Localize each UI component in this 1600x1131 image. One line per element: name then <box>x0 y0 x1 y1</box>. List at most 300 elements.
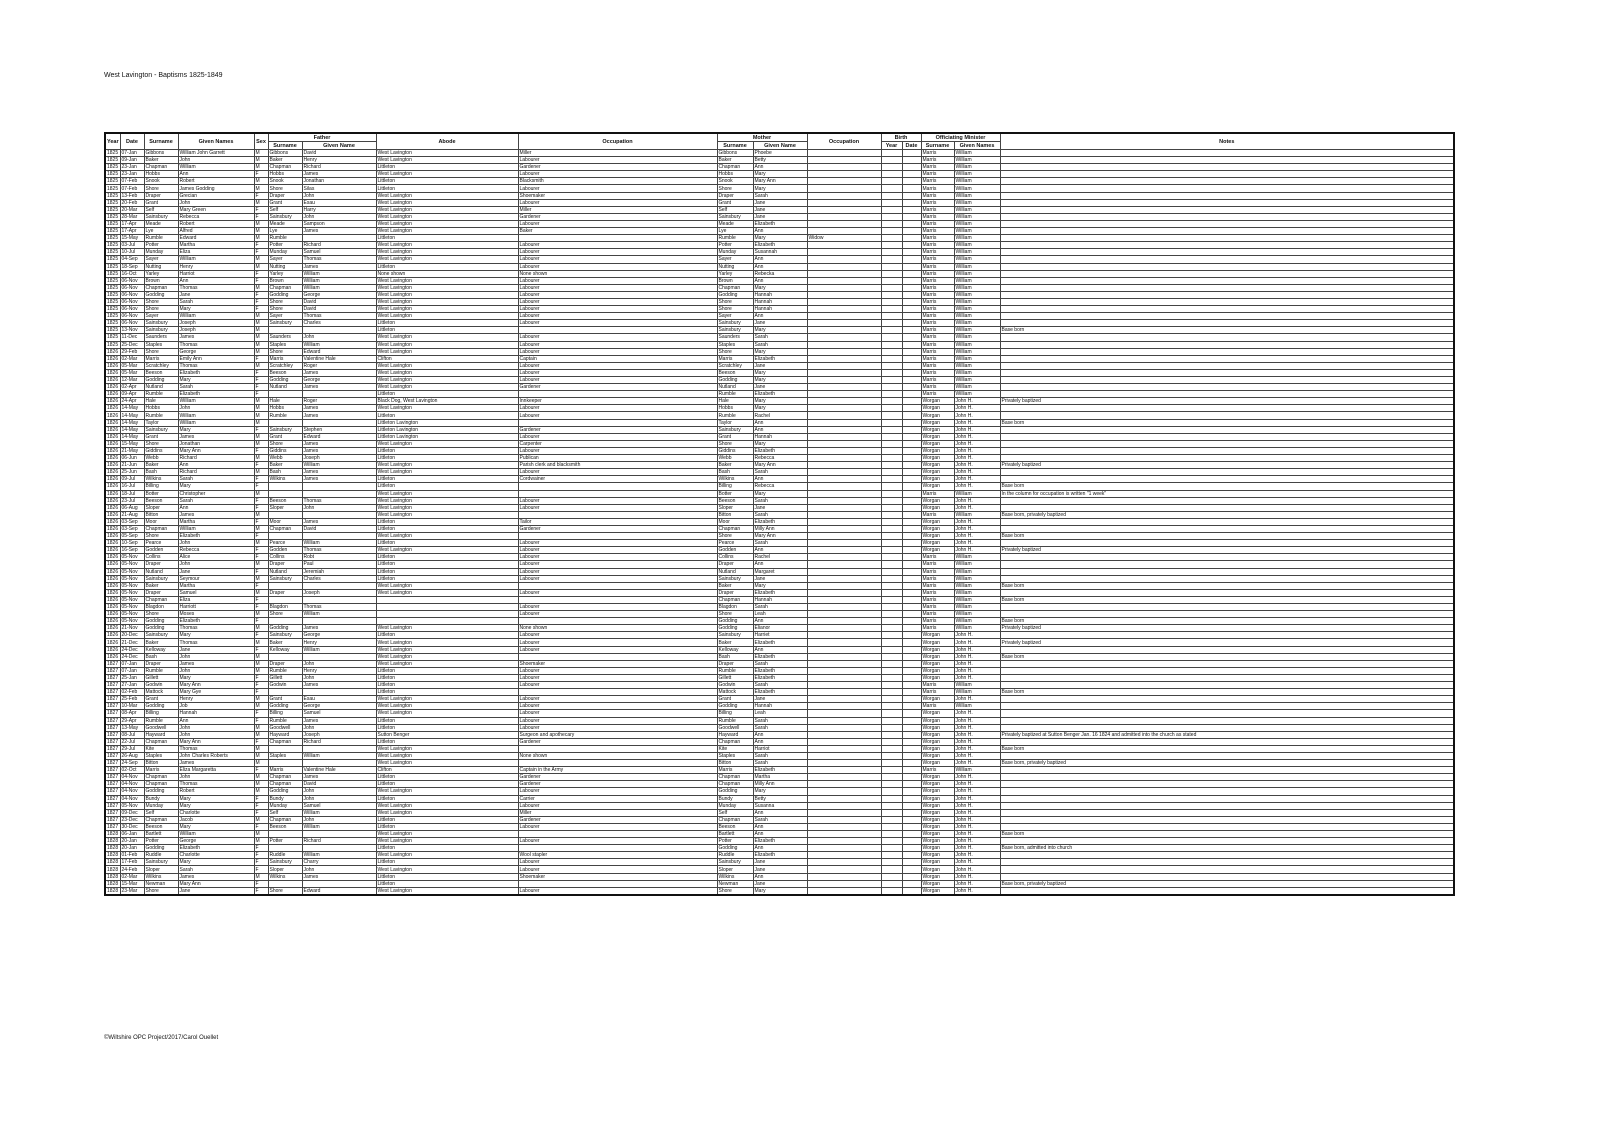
cell-father-given <box>302 483 376 490</box>
cell-given-names: Mary <box>178 306 254 313</box>
cell-year: 1825 <box>107 263 119 270</box>
cell-mother-given: Susanna <box>753 802 807 809</box>
cell-notes <box>1000 887 1454 895</box>
cell-occupation: Labourer <box>518 284 717 291</box>
cell-surname: Chapman <box>144 596 178 603</box>
cell-year: 1825 <box>107 164 119 171</box>
cell-sex: F <box>254 809 268 816</box>
table-row <box>105 788 1454 795</box>
cell-surname: Giddins <box>144 447 178 454</box>
cell-mother-given: Sarah <box>753 752 807 759</box>
cell-birth-date <box>902 646 921 653</box>
cell-mother-given: Mary <box>753 788 807 795</box>
cell-year: 1828 <box>107 838 119 845</box>
cell-sex: F <box>254 270 268 277</box>
cell-birth-date <box>902 767 921 774</box>
cell-birth-year <box>881 384 902 391</box>
cell-occupation <box>518 582 717 589</box>
cell-given-names: Mary Ann <box>178 738 254 745</box>
cell-mother-surname: Beeson <box>717 823 753 830</box>
cell-given-names: Elizabeth <box>178 845 254 852</box>
cell-mother-occupation <box>807 618 881 625</box>
cell-mother-surname: Bitton <box>717 760 753 767</box>
cell-sex: M <box>254 334 268 341</box>
cell-minister-surname: Worgan <box>921 632 954 639</box>
cell-minister-surname: Worgan <box>921 873 954 880</box>
table-row <box>105 242 1454 249</box>
cell-father-given: James <box>302 412 376 419</box>
cell-notes <box>1000 306 1454 313</box>
cell-year: 1827 <box>107 745 119 752</box>
cell-mother-occupation <box>807 242 881 249</box>
cell-date: 13-May <box>120 724 144 731</box>
cell-father-given: Richard <box>302 738 376 745</box>
cell-date: 25-Jan <box>120 674 144 681</box>
cell-sex: F <box>254 646 268 653</box>
table-row <box>105 213 1454 220</box>
cell-mother-given: Ann <box>753 547 807 554</box>
cell-year: 1826 <box>107 582 119 589</box>
cell-occupation: Labourer <box>518 724 717 731</box>
cell-birth-year <box>881 547 902 554</box>
cell-minister-surname: Marris <box>921 192 954 199</box>
cell-birth-date <box>902 838 921 845</box>
cell-minister-surname: Worgan <box>921 717 954 724</box>
cell-birth-date <box>902 802 921 809</box>
cell-abode: Littleton <box>376 738 518 745</box>
cell-father-surname: Lye <box>268 228 302 235</box>
cell-father-given: Esau <box>302 696 376 703</box>
table-row <box>105 887 1454 895</box>
cell-notes <box>1000 703 1454 710</box>
cell-occupation: Labourer <box>518 703 717 710</box>
cell-year: 1825 <box>107 327 119 334</box>
cell-surname: Beeson <box>144 369 178 376</box>
cell-minister-surname: Marris <box>921 490 954 497</box>
cell-date: 06-Nov <box>120 277 144 284</box>
table-row <box>105 518 1454 525</box>
cell-sex: M <box>254 724 268 731</box>
cell-father-surname: Rumble <box>268 412 302 419</box>
cell-mother-given: Ann <box>753 618 807 625</box>
cell-birth-year <box>881 575 902 582</box>
table-row <box>105 745 1454 752</box>
cell-birth-date <box>902 689 921 696</box>
cell-mother-occupation <box>807 696 881 703</box>
cell-notes: Base born <box>1000 582 1454 589</box>
cell-minister-given: William <box>954 213 1000 220</box>
cell-birth-date <box>902 334 921 341</box>
cell-notes <box>1000 873 1454 880</box>
cell-abode: Littleton <box>376 554 518 561</box>
cell-birth-year <box>881 235 902 242</box>
cell-surname: Godding <box>144 625 178 632</box>
cell-date: 05-Nov <box>120 596 144 603</box>
cell-sex: F <box>254 554 268 561</box>
cell-birth-date <box>902 724 921 731</box>
cell-mother-surname: Scratchley <box>717 362 753 369</box>
cell-mother-occupation <box>807 788 881 795</box>
cell-surname: Shore <box>144 298 178 305</box>
cell-year: 1826 <box>107 462 119 469</box>
cell-date: 10-Mar <box>120 703 144 710</box>
cell-notes <box>1000 362 1454 369</box>
cell-date: 09-Jul <box>120 476 144 483</box>
cell-abode: West Lavington <box>376 547 518 554</box>
table-row <box>105 703 1454 710</box>
cell-mother-surname: Hobbs <box>717 405 753 412</box>
cell-mother-occupation <box>807 263 881 270</box>
cell-mother-surname: Brown <box>717 277 753 284</box>
cell-birth-date <box>902 284 921 291</box>
cell-minister-surname: Marris <box>921 320 954 327</box>
cell-given-names: James <box>178 511 254 518</box>
cell-surname: Wilkins <box>144 476 178 483</box>
cell-occupation: Labourer <box>518 348 717 355</box>
table-row <box>105 235 1454 242</box>
table-row <box>105 738 1454 745</box>
cell-birth-year <box>881 483 902 490</box>
cell-mother-surname: Munday <box>717 802 753 809</box>
cell-mother-given: Sarah <box>753 816 807 823</box>
cell-mother-surname: Gibbons <box>717 150 753 157</box>
cell-mother-occupation: Widow <box>807 235 881 242</box>
cell-mother-occupation <box>807 220 881 227</box>
cell-sex: F <box>254 632 268 639</box>
cell-minister-given: William <box>954 377 1000 384</box>
cell-date: 21-May <box>120 447 144 454</box>
cell-surname: Shore <box>144 185 178 192</box>
cell-notes <box>1000 525 1454 532</box>
cell-birth-year <box>881 831 902 838</box>
cell-given-names: John <box>178 561 254 568</box>
cell-notes <box>1000 717 1454 724</box>
cell-minister-given: John H. <box>954 398 1000 405</box>
cell-father-surname: Webb <box>268 455 302 462</box>
cell-date: 15-May <box>120 235 144 242</box>
cell-birth-year <box>881 618 902 625</box>
cell-surname: Sainsbury <box>144 426 178 433</box>
cell-mother-given: Mary <box>753 284 807 291</box>
cell-given-names: Christopher <box>178 490 254 497</box>
cell-minister-given: William <box>954 185 1000 192</box>
cell-minister-surname: Marris <box>921 611 954 618</box>
cell-sex: M <box>254 831 268 838</box>
cell-mother-given: Rachel <box>753 554 807 561</box>
cell-given-names: Mary <box>178 426 254 433</box>
cell-sex: M <box>254 263 268 270</box>
cell-birth-year <box>881 802 902 809</box>
cell-birth-year <box>881 412 902 419</box>
cell-birth-year <box>881 199 902 206</box>
cell-birth-year <box>881 440 902 447</box>
cell-notes <box>1000 348 1454 355</box>
cell-mother-given: Sarah <box>753 682 807 689</box>
cell-mother-surname: Wilkins <box>717 476 753 483</box>
cell-minister-surname: Worgan <box>921 469 954 476</box>
cell-minister-surname: Worgan <box>921 518 954 525</box>
cell-birth-date <box>902 192 921 199</box>
cell-sex: F <box>254 674 268 681</box>
cell-notes <box>1000 674 1454 681</box>
cell-notes <box>1000 788 1454 795</box>
cell-mother-surname: Godding <box>717 788 753 795</box>
cell-surname: Yarley <box>144 270 178 277</box>
cell-mother-occupation <box>807 845 881 852</box>
cell-given-names: John <box>178 667 254 674</box>
cell-sex: M <box>254 348 268 355</box>
cell-minister-surname: Worgan <box>921 653 954 660</box>
cell-year: 1827 <box>107 660 119 667</box>
col-group-father: Father <box>268 133 376 142</box>
cell-year: 1826 <box>107 653 119 660</box>
cell-minister-given: John H. <box>954 745 1000 752</box>
cell-given-names: Job <box>178 703 254 710</box>
cell-occupation: Wool stapler <box>518 852 717 859</box>
cell-date: 23-Jul <box>120 497 144 504</box>
cell-given-names: Mary <box>178 795 254 802</box>
cell-minister-given: John H. <box>954 781 1000 788</box>
cell-father-surname <box>268 880 302 887</box>
cell-birth-year <box>881 816 902 823</box>
cell-birth-date <box>902 781 921 788</box>
cell-date: 06-Jan <box>120 831 144 838</box>
cell-abode: Littleton <box>376 391 518 398</box>
cell-birth-date <box>902 859 921 866</box>
cell-father-surname: Shore <box>268 440 302 447</box>
cell-abode: Littleton <box>376 178 518 185</box>
cell-notes <box>1000 256 1454 263</box>
cell-father-surname: Nutland <box>268 384 302 391</box>
cell-mother-occupation <box>807 398 881 405</box>
cell-notes <box>1000 667 1454 674</box>
cell-mother-occupation <box>807 674 881 681</box>
cell-year: 1828 <box>107 859 119 866</box>
cell-occupation: Captain <box>518 355 717 362</box>
cell-birth-year <box>881 823 902 830</box>
cell-occupation: Parish clerk and blacksmith <box>518 462 717 469</box>
cell-mother-occupation <box>807 150 881 157</box>
cell-father-given: James <box>302 717 376 724</box>
cell-birth-date <box>902 795 921 802</box>
cell-surname: Hale <box>144 398 178 405</box>
cell-mother-given: Elizabeth <box>753 767 807 774</box>
cell-father-given: Thomas <box>302 497 376 504</box>
cell-father-given: George <box>302 632 376 639</box>
table-row <box>105 341 1454 348</box>
cell-mother-given: Ann <box>753 277 807 284</box>
cell-surname: Sloper <box>144 866 178 873</box>
cell-minister-surname: Marris <box>921 199 954 206</box>
cell-minister-given: William <box>954 618 1000 625</box>
cell-date: 04-Nov <box>120 788 144 795</box>
cell-mother-surname: Blagdon <box>717 604 753 611</box>
cell-mother-surname: Chapman <box>717 596 753 603</box>
cell-mother-given: Mary <box>753 377 807 384</box>
cell-occupation: Labourer <box>518 802 717 809</box>
cell-date: 18-Jul <box>120 490 144 497</box>
cell-date: 17-Apr <box>120 228 144 235</box>
cell-mother-surname: Godding <box>717 291 753 298</box>
cell-birth-date <box>902 611 921 618</box>
cell-birth-date <box>902 682 921 689</box>
cell-sex: F <box>254 547 268 554</box>
cell-father-given: John <box>302 660 376 667</box>
cell-birth-date <box>902 178 921 185</box>
cell-year: 1826 <box>107 490 119 497</box>
cell-father-surname: Chapman <box>268 816 302 823</box>
table-row <box>105 150 1454 157</box>
cell-date: 16-Sep <box>120 547 144 554</box>
cell-mother-given: Rachel <box>753 412 807 419</box>
cell-birth-date <box>902 242 921 249</box>
cell-father-surname: Shore <box>268 298 302 305</box>
cell-father-surname: Giddins <box>268 447 302 454</box>
cell-abode: Black Dog, West Lavington <box>376 398 518 405</box>
cell-mother-surname: Hale <box>717 398 753 405</box>
cell-birth-year <box>881 426 902 433</box>
cell-given-names: Thomas <box>178 341 254 348</box>
cell-date: 23-Jan <box>120 164 144 171</box>
cell-birth-year <box>881 206 902 213</box>
cell-sex: F <box>254 880 268 887</box>
cell-father-surname: Shore <box>268 306 302 313</box>
cell-minister-surname: Marris <box>921 384 954 391</box>
cell-minister-given: John H. <box>954 816 1000 823</box>
cell-occupation <box>518 490 717 497</box>
cell-abode: West Lavington <box>376 582 518 589</box>
cell-occupation: Labourer <box>518 710 717 717</box>
cell-minister-given: John H. <box>954 823 1000 830</box>
cell-mother-surname: Snook <box>717 178 753 185</box>
cell-mother-given: Hannah <box>753 433 807 440</box>
cell-abode: Littleton <box>376 689 518 696</box>
cell-father-given: Joseph <box>302 455 376 462</box>
cell-father-surname: Shore <box>268 611 302 618</box>
cell-minister-given: William <box>954 362 1000 369</box>
cell-birth-date <box>902 745 921 752</box>
cell-birth-year <box>881 838 902 845</box>
cell-notes <box>1000 206 1454 213</box>
cell-birth-date <box>902 639 921 646</box>
cell-abode: West Lavington <box>376 653 518 660</box>
cell-birth-date <box>902 632 921 639</box>
table-row <box>105 298 1454 305</box>
cell-given-names: Charlotte <box>178 809 254 816</box>
cell-mother-given: Ann <box>753 646 807 653</box>
cell-abode: Littleton <box>376 823 518 830</box>
cell-occupation: Labourer <box>518 568 717 575</box>
cell-father-given: James <box>302 447 376 454</box>
cell-father-given: James <box>302 476 376 483</box>
cell-year: 1826 <box>107 618 119 625</box>
cell-mother-given: Elizabeth <box>753 689 807 696</box>
cell-notes: Base born <box>1000 483 1454 490</box>
cell-minister-given: William <box>954 341 1000 348</box>
cell-date: 25-Dec <box>120 341 144 348</box>
cell-occupation: Labourer <box>518 306 717 313</box>
cell-father-given: Samuel <box>302 710 376 717</box>
cell-surname: Staples <box>144 752 178 759</box>
cell-mother-given: Hannah <box>753 703 807 710</box>
cell-notes <box>1000 816 1454 823</box>
cell-given-names: Mary <box>178 802 254 809</box>
table-row <box>105 497 1454 504</box>
cell-mother-given: Jane <box>753 575 807 582</box>
cell-father-surname: Marris <box>268 767 302 774</box>
cell-mother-occupation <box>807 483 881 490</box>
cell-mother-surname: Sainsbury <box>717 426 753 433</box>
cell-birth-date <box>902 384 921 391</box>
cell-abode: West Lavington <box>376 760 518 767</box>
cell-father-surname: Sloper <box>268 504 302 511</box>
cell-birth-year <box>881 320 902 327</box>
cell-date: 05-Nov <box>120 589 144 596</box>
cell-birth-year <box>881 455 902 462</box>
cell-given-names: Mary Ann <box>178 880 254 887</box>
cell-occupation: Gardener <box>518 213 717 220</box>
cell-sex: M <box>254 398 268 405</box>
cell-abode: West Lavington <box>376 334 518 341</box>
cell-mother-occupation <box>807 405 881 412</box>
cell-father-given: John <box>302 816 376 823</box>
table-row <box>105 525 1454 532</box>
cell-father-given: Richard <box>302 242 376 249</box>
cell-father-surname: Snook <box>268 178 302 185</box>
cell-father-given: Charles <box>302 575 376 582</box>
cell-father-given: James <box>302 774 376 781</box>
cell-surname: Bartlett <box>144 831 178 838</box>
cell-minister-given: John H. <box>954 426 1000 433</box>
cell-date: 16-Jul <box>120 483 144 490</box>
cell-mother-surname: Grant <box>717 199 753 206</box>
table-row <box>105 596 1454 603</box>
cell-notes: Privately baptized at Sutton Benger Jan. 16 1824 and admitted into the church as stated <box>1000 731 1454 738</box>
cell-mother-occupation <box>807 362 881 369</box>
cell-occupation <box>518 760 717 767</box>
cell-notes <box>1000 604 1454 611</box>
cell-father-given: William <box>302 277 376 284</box>
cell-mother-occupation <box>807 682 881 689</box>
cell-notes: Base born <box>1000 689 1454 696</box>
cell-given-names: Mary <box>178 632 254 639</box>
cell-birth-year <box>881 710 902 717</box>
cell-year: 1825 <box>107 157 119 164</box>
cell-birth-date <box>902 738 921 745</box>
cell-given-names: Thomas <box>178 362 254 369</box>
cell-occupation <box>518 831 717 838</box>
cell-father-given: John <box>302 213 376 220</box>
cell-surname: Beeson <box>144 497 178 504</box>
cell-mother-surname: Draper <box>717 589 753 596</box>
cell-father-given <box>302 745 376 752</box>
cell-father-given: William <box>302 611 376 618</box>
cell-mother-occupation <box>807 455 881 462</box>
cell-year: 1825 <box>107 277 119 284</box>
cell-date: 29-Jul <box>120 745 144 752</box>
cell-minister-given: John H. <box>954 724 1000 731</box>
cell-birth-year <box>881 767 902 774</box>
cell-mother-given: Sarah <box>753 540 807 547</box>
cell-mother-surname: Potter <box>717 242 753 249</box>
cell-birth-date <box>902 369 921 376</box>
cell-date: 05-Sep <box>120 533 144 540</box>
cell-date: 05-Mar <box>120 362 144 369</box>
cell-minister-surname: Worgan <box>921 440 954 447</box>
cell-mother-surname: Ruddle <box>717 852 753 859</box>
cell-year: 1826 <box>107 504 119 511</box>
table-row <box>105 440 1454 447</box>
